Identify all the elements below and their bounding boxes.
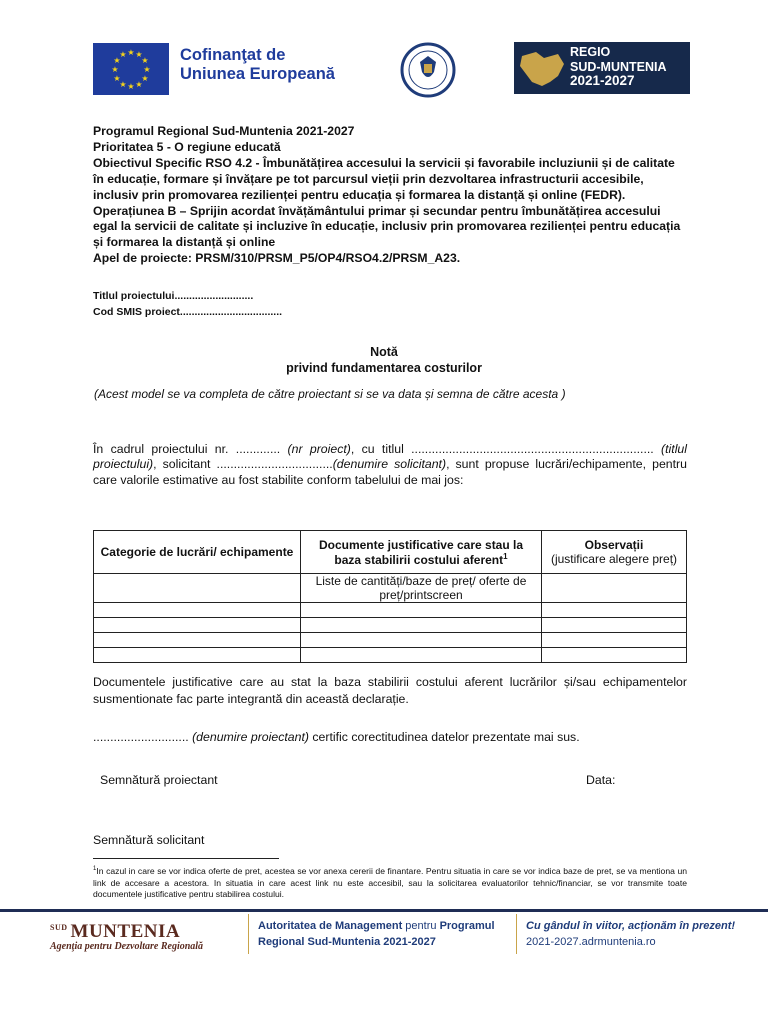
program-info xyxy=(93,124,687,267)
operation: Operațiunea B – Sprijin acordat învățământului primar și secundar pentru îmbunătățirea accesului egal la servicii de calitate și incluzive în educație, inclusiv prin promovarea rezilienței pentru educația și formarea la distanță și online xyxy=(93,203,681,250)
program-name: Programul Regional Sud-Muntenia 2021-2027 xyxy=(93,124,355,138)
government-seal-logo xyxy=(400,42,456,98)
svg-text:★: ★ xyxy=(127,82,135,91)
eu-stars-icon xyxy=(93,43,169,95)
svg-text:★: ★ xyxy=(143,65,151,74)
eu-line2: Uniunea Europeană xyxy=(180,65,335,83)
sud-muntenia-logo: $^{SUD}$ MUNTENIA Agenţia pentru Dezvoltare Regională xyxy=(50,921,204,952)
call-for-projects: Apel de proiecte: PRSM/310/PRSM_P5/OP4/RSO4.2/PRSM_A23. xyxy=(93,251,461,266)
eu-flag-logo xyxy=(93,43,169,95)
managing-authority-text: Autoritatea de Management pentru Programul Regional Sud-Muntenia 2021-2027 xyxy=(258,920,495,948)
project-title-field: Titlul proiectului........................... xyxy=(93,290,254,302)
document-title xyxy=(0,344,768,376)
header-category: Categorie de lucrări/ echipamente xyxy=(94,531,301,574)
table-row xyxy=(94,574,687,603)
svg-text:★: ★ xyxy=(111,65,119,74)
svg-text:★: ★ xyxy=(113,74,121,83)
eu-cofinancing-text xyxy=(180,46,335,84)
footer-separator xyxy=(516,914,517,954)
svg-text:★: ★ xyxy=(119,80,127,89)
date-label: Data: xyxy=(586,773,616,787)
table-row xyxy=(94,603,687,618)
header-documents: Documente justificative care stau la baza stabilirii costului aferent$^1$ xyxy=(301,531,542,574)
certification-line: ............................ (denumire proiectant) certific corectitudinea datelor prezentate mai sus. xyxy=(93,730,580,744)
table-cell-documents: Liste de cantități/baze de preț/ oferte de preț/printscreen xyxy=(301,574,542,603)
svg-text:★: ★ xyxy=(141,74,149,83)
closing-paragraph: Documentele justificative care au stat la baza stabilirii costului aferent lucrărilor și/sau echipamentelor susmentionate fac parte integrantă din această declarație. xyxy=(93,675,687,706)
table-row xyxy=(94,618,687,633)
project-meta xyxy=(93,289,282,320)
romania-coat-of-arms-icon xyxy=(400,42,456,98)
document-subtitle: (Acest model se va completa de către proiectant si se va data și semna de către acesta ) xyxy=(94,387,566,401)
region-map-icon xyxy=(514,42,570,94)
website-link[interactable]: 2021-2027.adrmuntenia.ro xyxy=(526,936,656,948)
footnote: $^1$In cazul in care se vor indica oferte de pret, acestea se vor anexa cererii de finantare. Pentru situatia in care se vor indica baze de pret, se va mentiona un link de accesare a acestora. In situatia in care acest link nu este accesibil, sau la solicitarea evaluatorilor tehnic/financiar, se vor transmite toate documentele justificative pentru stabilirea costului. xyxy=(93,865,687,900)
svg-text:★: ★ xyxy=(135,80,143,89)
title-line1: Notă xyxy=(370,345,398,359)
svg-text:★: ★ xyxy=(135,50,143,59)
applicant-signature-label: Semnătură solicitant xyxy=(93,833,205,847)
eu-line1: Cofinanţat de xyxy=(180,46,286,64)
regio-text xyxy=(570,45,667,89)
smis-code-field: Cod SMIS proiect................................... xyxy=(93,305,283,318)
designer-signature-label: Semnătură proiectant xyxy=(100,773,218,787)
regio-line2: SUD-MUNTENIA xyxy=(570,59,667,74)
svg-text:★: ★ xyxy=(141,56,149,65)
regio-years: 2021-2027 xyxy=(570,73,635,88)
footer-separator xyxy=(248,914,249,954)
footer-slogan-block xyxy=(526,918,735,950)
table-header-row xyxy=(94,531,687,574)
intro-paragraph: În cadrul proiectului nr. ............. (nr proiect), cu titlul ....................................................................... (titlul proiectului), solicitant ..................................(denumire solicitant), sunt propuse lucrări/echipamente, pentru care valorile estimative au fost stabilite conform tabelului de mai jos: xyxy=(93,442,687,487)
regio-line1: REGIO xyxy=(570,45,611,59)
header-observations: Observații (justificare alegere preț) xyxy=(542,531,687,574)
svg-text:★: ★ xyxy=(119,50,127,59)
specific-objective: Obiectivul Specific RSO 4.2 - Îmbunătățirea accesului la servicii și favorabile incluziunii și de calitate în educație, formare și învățare pe tot parcursul vieții prin dezvoltarea infrastructurii accesibile, inclusiv prin promovarea rezilienței pentru educația și formarea la distanță și online (FEDR). xyxy=(93,155,675,202)
title-line2: privind fundamentarea costurilor xyxy=(286,361,482,375)
priority: Prioritatea 5 - O regiune educată xyxy=(93,139,281,154)
footer-rule xyxy=(0,909,768,912)
svg-text:★: ★ xyxy=(127,48,135,57)
table-row xyxy=(94,633,687,648)
table-row xyxy=(94,648,687,663)
footnote-divider xyxy=(93,858,279,859)
cost-table xyxy=(93,530,687,663)
slogan: Cu gândul în viitor, acționăm în prezent! xyxy=(526,920,736,932)
svg-text:★: ★ xyxy=(113,56,121,65)
